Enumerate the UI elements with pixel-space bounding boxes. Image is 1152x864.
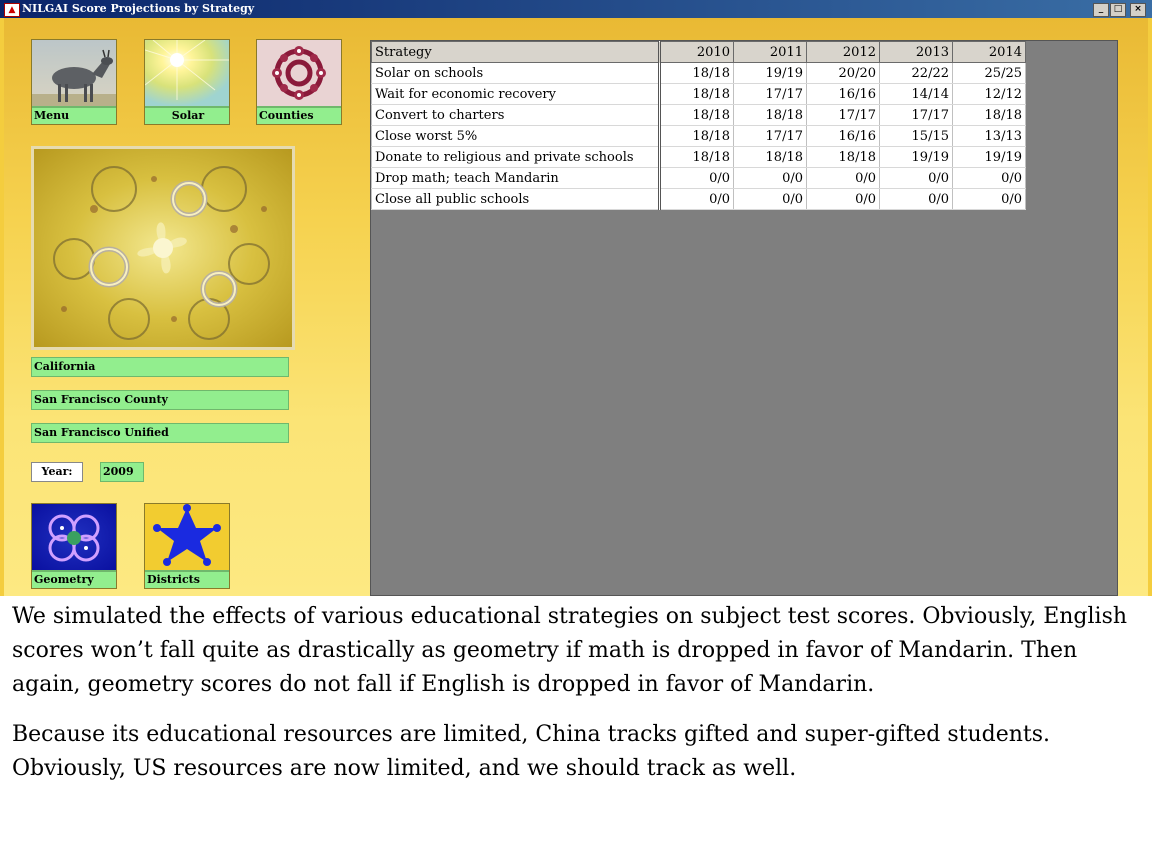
score-cell[interactable]: 18/18 bbox=[660, 126, 734, 147]
table-row[interactable] bbox=[372, 189, 1026, 210]
score-cell[interactable]: 19/19 bbox=[953, 147, 1026, 168]
score-cell[interactable]: 18/18 bbox=[660, 84, 734, 105]
score-cell[interactable]: 17/17 bbox=[880, 105, 953, 126]
projection-table-panel bbox=[370, 40, 1118, 596]
score-cell[interactable]: 17/17 bbox=[734, 126, 807, 147]
strategy-cell[interactable]: Wait for economic recovery bbox=[372, 84, 660, 105]
table-row[interactable] bbox=[372, 168, 1026, 189]
slide-caption bbox=[12, 600, 1142, 802]
score-cell[interactable]: 13/13 bbox=[953, 126, 1026, 147]
score-cell[interactable]: 12/12 bbox=[953, 84, 1026, 105]
caption-paragraph: Because its educational resources are limited, China tracks gifted and super-gifted students. Obviously, US resources are now limited, and we should track as well. bbox=[12, 722, 1051, 781]
score-cell[interactable]: 19/19 bbox=[880, 147, 953, 168]
strategy-cell[interactable]: Solar on schools bbox=[372, 63, 660, 84]
column-header-year[interactable]: 2012 bbox=[807, 42, 880, 63]
counties-tile[interactable] bbox=[256, 39, 342, 125]
window-client-area bbox=[4, 18, 1148, 596]
column-header-year[interactable]: 2013 bbox=[880, 42, 953, 63]
geometry-tile[interactable] bbox=[31, 503, 117, 589]
score-cell[interactable]: 0/0 bbox=[734, 168, 807, 189]
table-row[interactable] bbox=[372, 147, 1026, 168]
strategy-cell[interactable]: Drop math; teach Mandarin bbox=[372, 168, 660, 189]
table-row[interactable] bbox=[372, 105, 1026, 126]
fractal-knot-icon bbox=[257, 40, 341, 106]
strategy-cell[interactable]: Close all public schools bbox=[372, 189, 660, 210]
score-cell[interactable]: 17/17 bbox=[807, 105, 880, 126]
score-cell[interactable]: 16/16 bbox=[807, 84, 880, 105]
strategy-cell[interactable]: Close worst 5% bbox=[372, 126, 660, 147]
year-label: Year: bbox=[31, 462, 83, 482]
window-title: NILGAI Score Projections by Strategy bbox=[22, 2, 255, 15]
app-icon: ▲ bbox=[4, 3, 20, 17]
score-cell[interactable]: 14/14 bbox=[880, 84, 953, 105]
caption-paragraph: We simulated the effects of various educational strategies on subject test scores. Obviously, English scores won’t fall quite as drastically as geometry if math is dropped in favor of Mandarin. Then again, geometry scores do not fall if English is dropped in favor of Mandarin. bbox=[12, 604, 1128, 697]
table-row[interactable] bbox=[372, 126, 1026, 147]
column-header-year[interactable]: 2010 bbox=[660, 42, 734, 63]
minimize-button[interactable]: _ bbox=[1093, 3, 1109, 17]
score-cell[interactable]: 15/15 bbox=[880, 126, 953, 147]
score-cell[interactable]: 0/0 bbox=[660, 189, 734, 210]
score-cell[interactable]: 18/18 bbox=[660, 147, 734, 168]
score-cell[interactable]: 18/18 bbox=[660, 63, 734, 84]
column-header-strategy[interactable]: Strategy bbox=[372, 42, 660, 63]
score-cell[interactable]: 0/0 bbox=[807, 189, 880, 210]
score-cell[interactable]: 16/16 bbox=[807, 126, 880, 147]
score-cell[interactable]: 0/0 bbox=[660, 168, 734, 189]
geometry-tile-label: Geometry bbox=[32, 570, 116, 588]
year-input[interactable]: 2009 bbox=[100, 462, 144, 482]
district-field[interactable]: San Francisco Unified bbox=[31, 423, 289, 443]
score-cell[interactable]: 0/0 bbox=[953, 189, 1026, 210]
table-header-row bbox=[372, 42, 1026, 63]
score-cell[interactable]: 0/0 bbox=[880, 189, 953, 210]
score-cell[interactable]: 0/0 bbox=[807, 168, 880, 189]
score-cell[interactable]: 22/22 bbox=[880, 63, 953, 84]
title-bar[interactable] bbox=[0, 0, 1152, 18]
score-cell[interactable]: 18/18 bbox=[734, 147, 807, 168]
column-header-year[interactable]: 2014 bbox=[953, 42, 1026, 63]
districts-tile[interactable] bbox=[144, 503, 230, 589]
menu-tile[interactable] bbox=[31, 39, 117, 125]
table-row[interactable] bbox=[372, 63, 1026, 84]
score-cell[interactable]: 18/18 bbox=[734, 105, 807, 126]
star-icon bbox=[145, 504, 229, 570]
score-cell[interactable]: 18/18 bbox=[953, 105, 1026, 126]
score-cell[interactable]: 18/18 bbox=[807, 147, 880, 168]
score-cell[interactable]: 0/0 bbox=[880, 168, 953, 189]
score-cell[interactable]: 0/0 bbox=[953, 168, 1026, 189]
score-cell[interactable]: 20/20 bbox=[807, 63, 880, 84]
solar-tile[interactable] bbox=[144, 39, 230, 125]
projection-table bbox=[371, 41, 1026, 210]
column-header-year[interactable]: 2011 bbox=[734, 42, 807, 63]
score-cell[interactable]: 25/25 bbox=[953, 63, 1026, 84]
score-cell[interactable]: 0/0 bbox=[734, 189, 807, 210]
counties-tile-label: Counties bbox=[257, 106, 341, 124]
score-cell[interactable]: 18/18 bbox=[660, 105, 734, 126]
menu-tile-label: Menu bbox=[32, 106, 116, 124]
state-field[interactable]: California bbox=[31, 357, 289, 377]
fractal-image bbox=[31, 146, 295, 350]
solar-tile-label: Solar bbox=[145, 106, 229, 124]
county-field[interactable]: San Francisco County bbox=[31, 390, 289, 410]
strategy-cell[interactable]: Donate to religious and private schools bbox=[372, 147, 660, 168]
fractal-geometry-icon bbox=[32, 504, 116, 570]
score-cell[interactable]: 17/17 bbox=[734, 84, 807, 105]
table-row[interactable] bbox=[372, 84, 1026, 105]
score-cell[interactable]: 19/19 bbox=[734, 63, 807, 84]
maximize-button[interactable]: □ bbox=[1110, 3, 1126, 17]
close-button[interactable]: × bbox=[1130, 3, 1146, 17]
districts-tile-label: Districts bbox=[145, 570, 229, 588]
sun-icon bbox=[145, 40, 229, 106]
strategy-cell[interactable]: Convert to charters bbox=[372, 105, 660, 126]
nilgai-antelope-icon bbox=[32, 40, 116, 106]
